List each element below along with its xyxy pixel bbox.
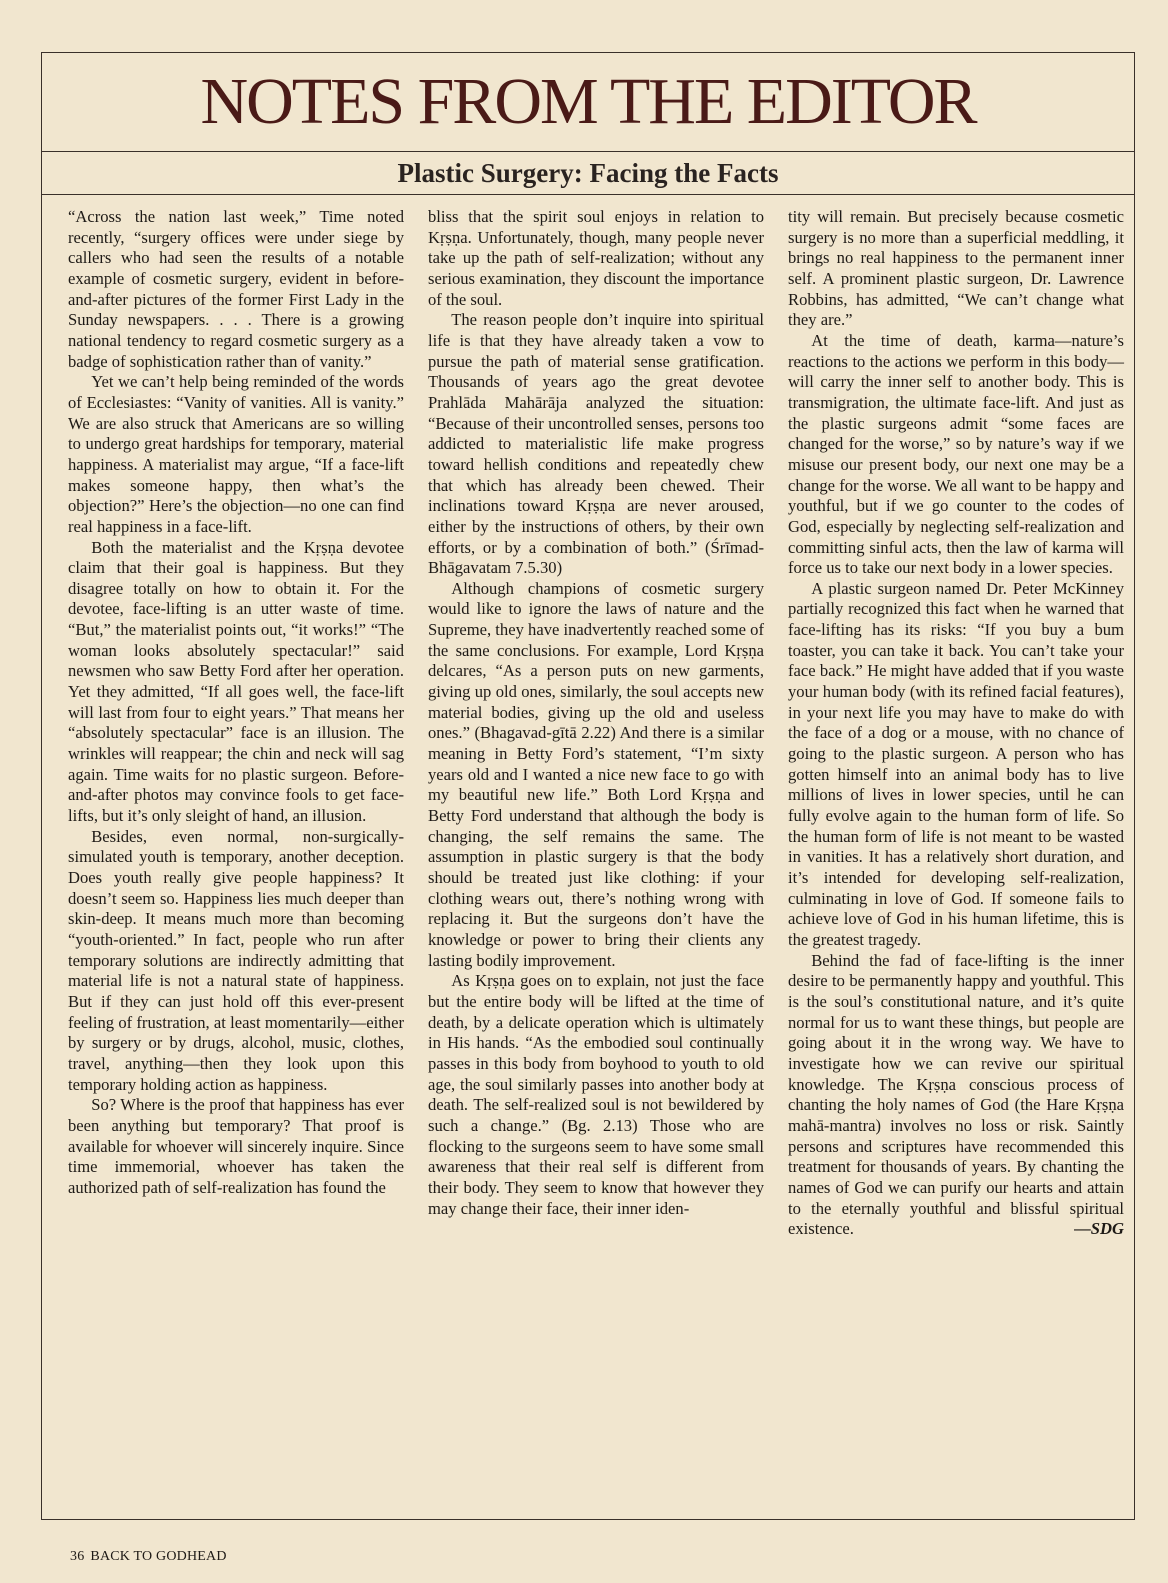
- paragraph: As Kṛṣṇa goes on to explain, not just the face but the entire body will be lifted at the time of death, by a delicate operation which is ultimately in His hands. “As the embodied soul continually passes in this body from boyhood to youth to old age, the soul similarly passes into another body at death. The self-realized soul is not bewildered by such a change.” (Bg. 2.13) Those who are flocking to the surgeons seem to have some small awareness that their real self is different from their body. They seem to know that however they may change their face, their inner iden-: [428, 971, 764, 1218]
- paragraph: “Across the nation last week,” Time noted recently, “surgery offices were under siege by callers who had seen the results of a notable example of cosmetic surgery, evident in before-and-after pictures of the former First Lady in the Sunday newspapers. . . . There is a growing national tendency to regard cosmetic surgery as a badge of sophistication rather than of vanity.”: [68, 207, 404, 371]
- paragraph: So? Where is the proof that happiness has ever been anything but temporary? That proof is available for whoever will sincerely inquire. Since time immemorial, whoever has taken the authorized path of self-realization has found the: [68, 1095, 404, 1197]
- article-subtitle-bar: [42, 152, 1134, 195]
- article-body: [68, 207, 1124, 1240]
- paragraph: At the time of death, karma—nature’s reactions to the actions we perform in this body—will carry the inner self to another body. This is transmigration, the ultimate face-lift. And just as the plastic surgeons admit “some faces are changed for the worse,” so by nature’s way if we misuse our present body, our next one may be a change for the worse. We all want to be happy and youthful, but if we go counter to the codes of God, especially by neglecting self-realization and committing sinful acts, then the law of karma will force us to take our next body in a lower species.: [788, 330, 1124, 578]
- paragraph: Yet we can’t help being reminded of the words of Ecclesiastes: “Vanity of vanities. All is vanity.” We are also struck that Americans are so willing to undergo great hardships for temporary, material happiness. A materialist may argue, “If a face-lift makes someone happy, then what’s the objection?” Here’s the objection—no one can find real happiness in a face-lift.: [68, 372, 404, 536]
- column-2: [428, 207, 764, 1240]
- author-signature: —SDG: [1074, 1219, 1124, 1239]
- paragraph-text: Behind the fad of face-lifting is the inner desire to be permanently happy and youthful. This is the soul’s constitutional nature, and it’s quite normal for us to want these things, but people are going about it in the wrong way. We have to investigate how we can revive our spiritual knowledge. The Kṛṣṇa conscious process of chanting the holy names of God (the Hare Kṛṣṇa mahā-mantra) involves no loss or risk. Saintly persons and scriptures have recommended this treatment for thousands of years. By chanting the names of God we can purify our hearts and attain to the eternally youthful and blissful spiritual existence.: [788, 950, 1124, 1239]
- page-title: NOTES FROM THE EDITOR: [200, 65, 976, 138]
- column-1: [68, 207, 404, 1240]
- column-3: [788, 207, 1124, 1240]
- page-number: 36: [70, 1549, 85, 1564]
- article-subtitle: Plastic Surgery: Facing the Facts: [397, 157, 779, 188]
- paragraph: The reason people don’t inquire into spiritual life is that they have already taken a vow to pursue the path of material sense gratification. Thousands of years ago the great devotee Prahlāda Mahārāja analyzed the situation: “Because of their uncontrolled senses, persons too addicted to materialistic life make progress toward hellish conditions and repeatedly chew that which has already been chewed. Their inclinations toward Kṛṣṇa are never aroused, either by the instructions of others, by their own efforts, or by a combination of both.” (Śrīmad-Bhāgavatam 7.5.30): [428, 310, 764, 578]
- paragraph: A plastic surgeon named Dr. Peter McKinney partially recognized this fact when he warned that face-lifting has its risks: “If you buy a bum toaster, you can take it back. You can’t take your face back.” He might have added that if you waste your human body (with its refined facial features), in your next life you may have to make do with the face of a dog or a mouse, with no chance of going to the plastic surgeon. A person who has gotten himself into an animal body has to live millions of lives in lower species, until he can fully evolve again to the human form of life. So the human form of life is not meant to be wasted in vanities. It has a relatively short duration, and it’s intended for developing self-realization, culminating in love of God. If someone fails to achieve love of God in his human lifetime, this is the greatest tragedy.: [788, 578, 1124, 949]
- paragraph: Although champions of cosmetic surgery would like to ignore the laws of nature and the Supreme, they have inadvertently reached some of the same conclusions. For example, Lord Kṛṣṇa delcares, “As a person puts on new garments, giving up old ones, similarly, the soul accepts new material bodies, giving up the old and useless ones.” (Bhagavad-gītā 2.22) And there is a similar meaning in Betty Ford’s statement, “I’m sixty years old and I wanted a nice new face to go with my beautiful new life.” Both Lord Kṛṣṇa and Betty Ford understand that although the body is changing, the self remains the same. The assumption in plastic surgery is that the body should be treated just like clothing: if your clothing wears out, there’s nothing wrong with replacing it. But the surgeons don’t have the knowledge or power to bring their clients any lasting bodily improvement.: [428, 578, 764, 970]
- article-frame: [41, 52, 1135, 1520]
- paragraph: bliss that the spirit soul enjoys in relation to Kṛṣṇa. Unfortunately, though, many people never take up the path of self-realization; without any serious examination, they discount the importance of the soul.: [428, 207, 764, 309]
- paragraph: Both the materialist and the Kṛṣṇa devotee claim that their goal is happiness. But they disagree totally on how to obtain it. For the devotee, face-lifting is an utter waste of time. “But,” the materialist points out, “it works!” “The woman looks absolutely spectacular!” said newsmen who saw Betty Ford after her operation. Yet they admitted, “If all goes well, the face-lift will last from four to eight years.” That means her “absolutely spectacular” face is an illusion. The wrinkles will reappear; the chin and neck will sag again. Time waits for no plastic surgeon. Before-and-after photos may convince fools to get face-lifts, but it’s only sleight of hand, an illusion.: [68, 537, 404, 826]
- paragraph: tity will remain. But precisely because cosmetic surgery is no more than a superficial meddling, it brings no real happiness to the permanent inner self. A prominent plastic surgeon, Dr. Lawrence Robbins, has admitted, “We can’t change what they are.”: [788, 207, 1124, 330]
- masthead: [42, 53, 1134, 152]
- publication-name: BACK TO GODHEAD: [90, 1549, 227, 1564]
- page-footer: [70, 1549, 233, 1565]
- paragraph-final: [788, 951, 1124, 1240]
- paragraph: Besides, even normal, non-surgically-simulated youth is temporary, another deception. Does youth really give people happiness? It doesn’t seem so. Happiness lies much deeper than skin-deep. It means much more than becoming “youth-oriented.” In fact, people who run after temporary solutions are indirectly admitting that material life is not a natural state of happiness. But if they can just hold off this ever-present feeling of frustration, at least momentarily—either by surgery or by drugs, alcohol, music, clothes, travel, anything—then they look upon this temporary holding action as happiness.: [68, 826, 404, 1094]
